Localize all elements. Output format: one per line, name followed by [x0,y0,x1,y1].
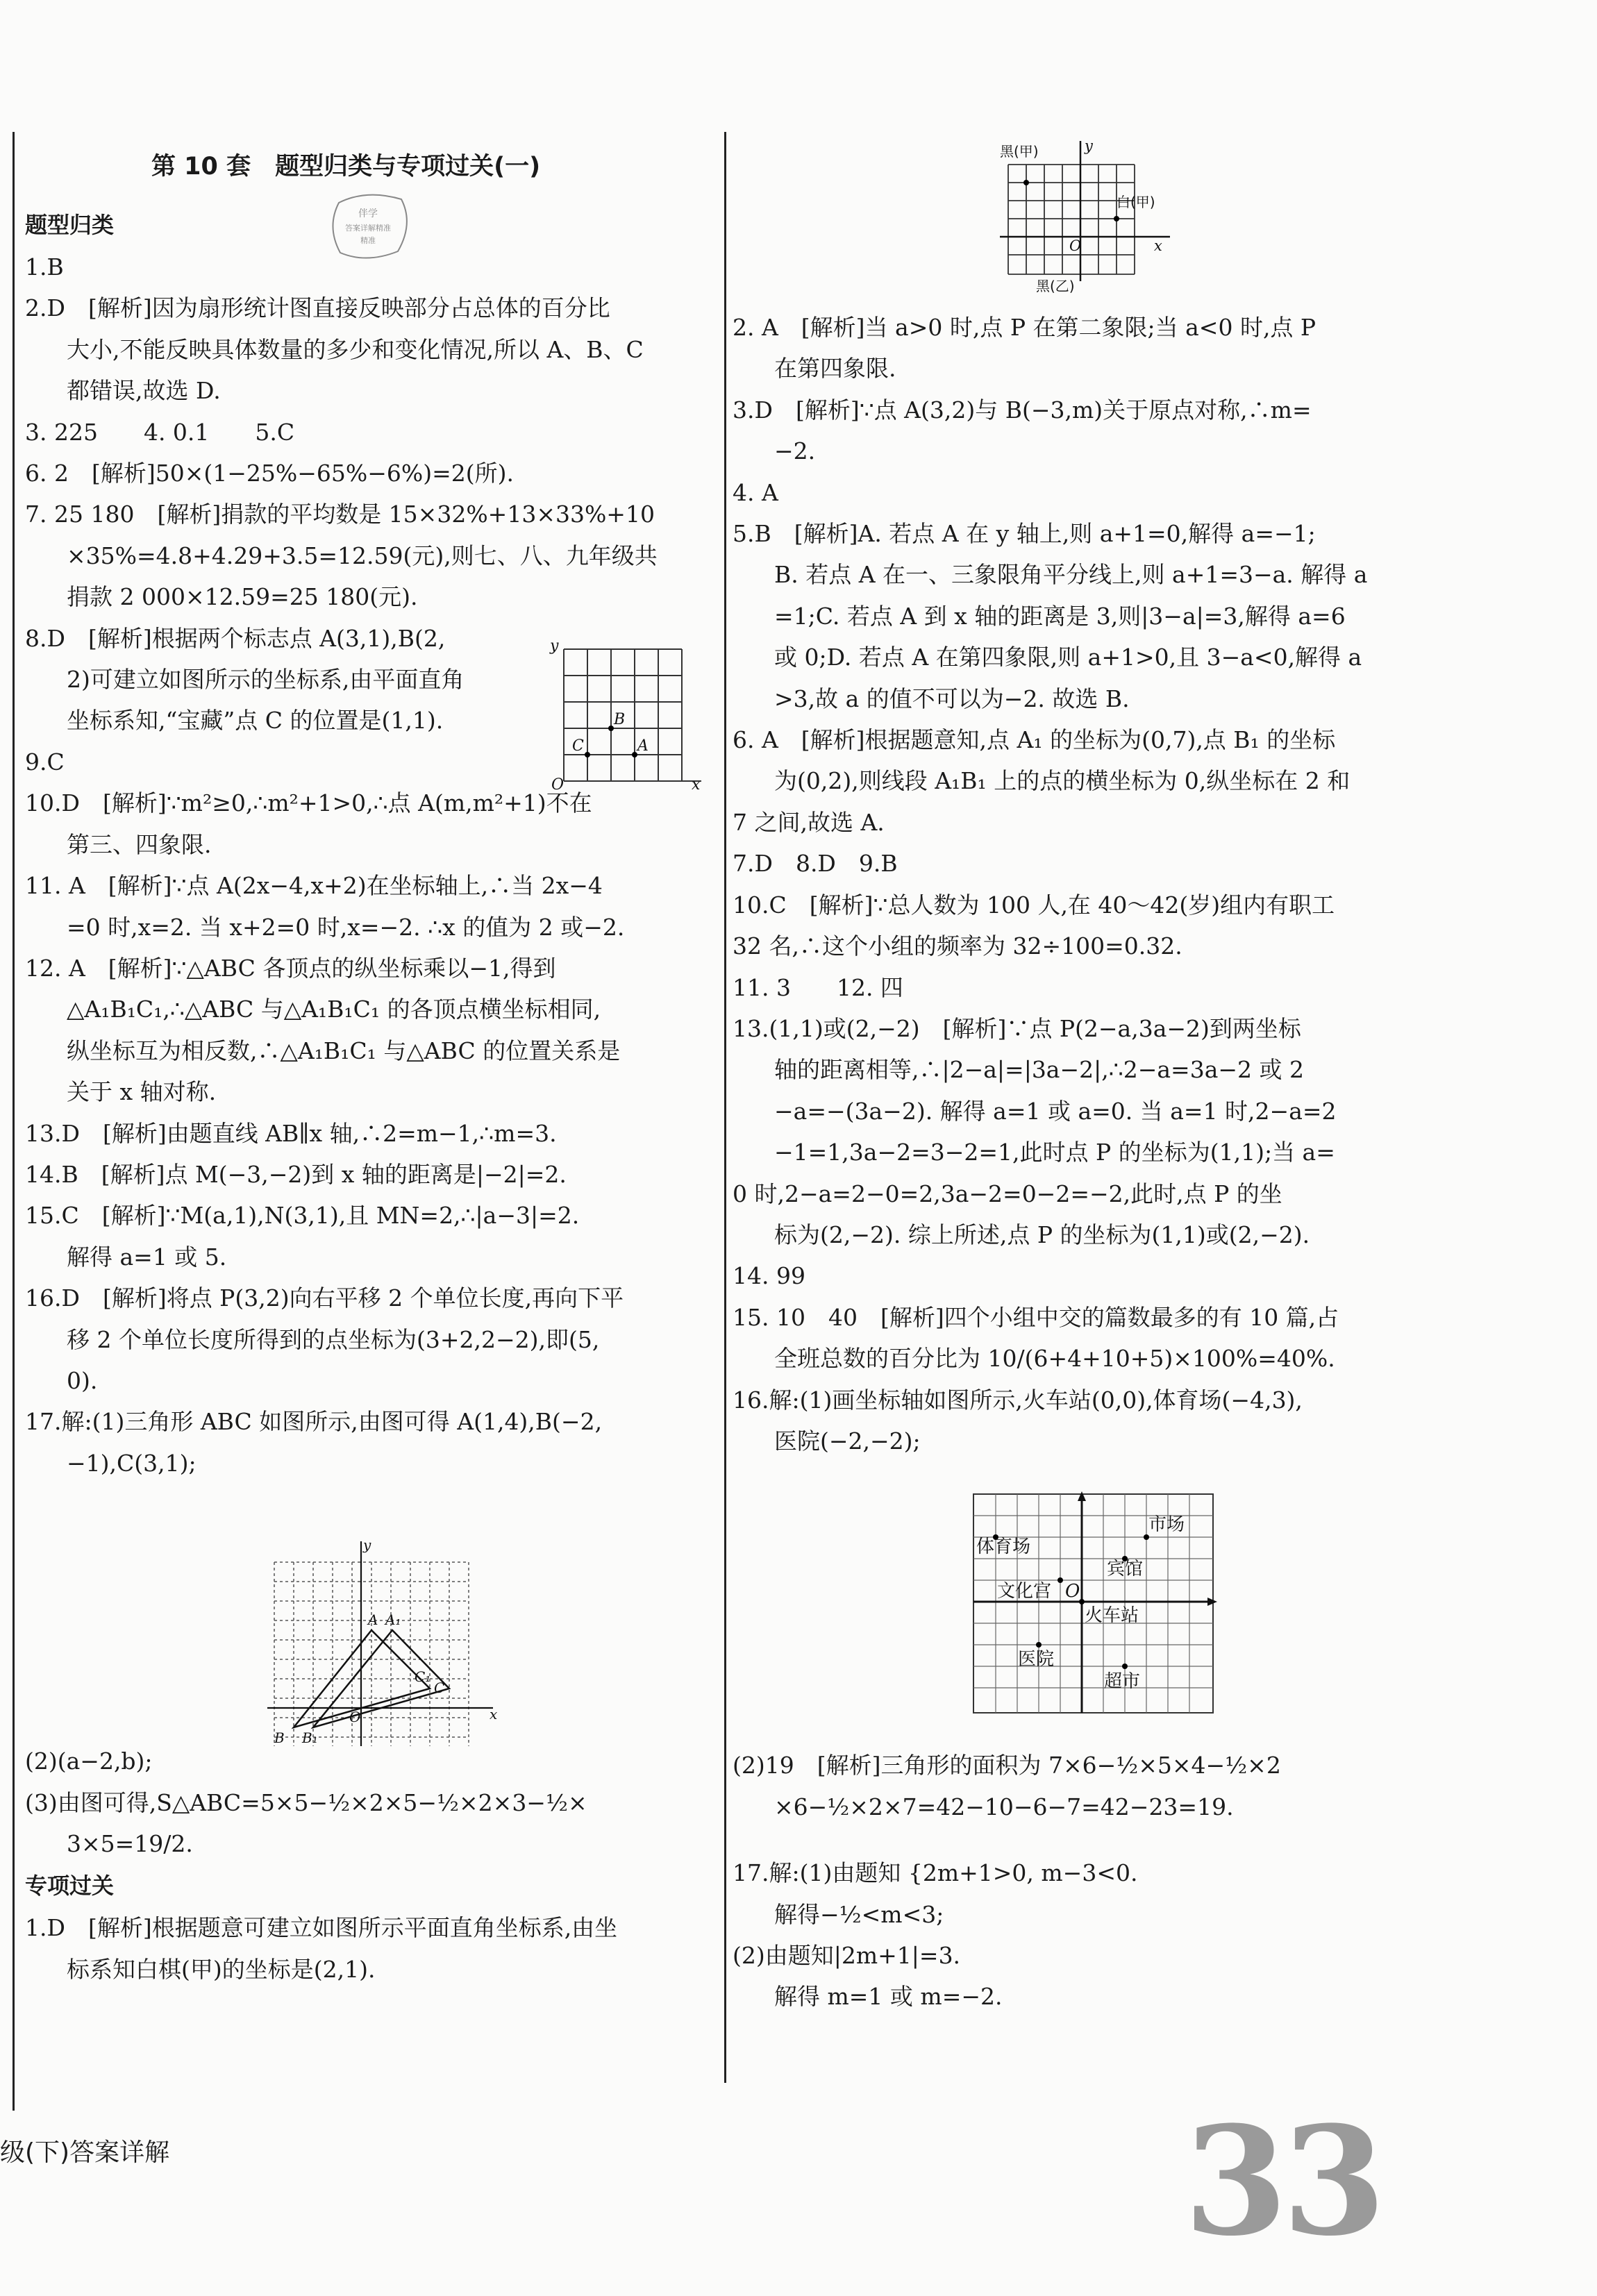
map-label: 体育场 [976,1536,1031,1557]
text-line: 3. 225 4. 0.1 5.C [25,418,295,446]
go-label: 黑(甲) [1000,143,1039,160]
text-line: 15. 10 40 [解析]四个小组中交的篇数最多的有 10 篇,占 [733,1303,1339,1331]
map-label: 超市 [1104,1671,1141,1692]
text-line: 轴的距离相等,∴|2−a|=|3a−2|,∴2−a=3a−2 或 2 [774,1056,1304,1084]
fig17-label: x [490,1706,498,1723]
text-line: 2. A [解析]当 a>0 时,点 P 在第二象限;当 a<0 时,点 P [733,314,1316,341]
text-line: 8.D [解析]根据两个标志点 A(3,1),B(2, [25,624,446,652]
map-label: 医院 [1018,1649,1055,1670]
point-culture-palace [1057,1577,1063,1583]
fig17-label: A₁ [385,1611,401,1628]
text-line: −1),C(3,1); [67,1449,197,1477]
text-line: 9.C [25,748,65,776]
text-line: 移 2 个单位长度所得到的点坐标为(3+2,2−2),即(5, [67,1325,600,1353]
text-line: =1;C. 若点 A 到 x 轴的距离是 3,则|3−a|=3,解得 a=6 [774,602,1346,630]
fig8-label: O [551,776,565,791]
map-label: O [1065,1581,1080,1602]
fig8-label: B [614,711,626,728]
text-line: 7 之间,故选 A. [733,808,885,836]
go-label: 黑(乙) [1036,278,1075,294]
text-line: 17.解:(1)由题知 {2m+1>0, m−3<0. [733,1859,1138,1887]
section-heading-types: 题型归类 [25,212,115,238]
text-line: 32 名,∴这个小组的频率为 32÷100=0.32. [733,932,1182,960]
text-line: 5.B [解析]A. 若点 A 在 y 轴上,则 a+1=0,解得 a=−1; [733,520,1316,548]
text-line: 6. 2 [解析]50×(1−25%−65%−6%)=2(所). [25,460,514,487]
go-label: x [1154,237,1162,254]
text-line: 0). [67,1366,98,1394]
text-line: 1.B [25,253,64,280]
go-label: O [1069,237,1082,254]
text-line: −1=1,3a−2=3−2=1,此时点 P 的坐标为(1,1);当 a= [774,1139,1335,1166]
text-line: 捐款 2 000×12.59=25 180(元). [67,583,418,611]
map-label: 市场 [1148,1514,1185,1535]
column-divider [724,132,726,2083]
text-line: 纵坐标互为相反数,∴△A₁B₁C₁ 与△ABC 的位置关系是 [67,1037,621,1064]
text-line: 7.D 8.D 9.B [733,850,898,878]
text-line: 10.C [解析]∵总人数为 100 人,在 40～42(岁)组内有职工 [733,891,1335,919]
figure-city-map [971,1491,1217,1717]
figure-go-board [1000,135,1180,302]
figure-q17-triangles [260,1534,510,1760]
map-label: 文化宫 [997,1581,1052,1602]
text-line: ×35%=4.8+4.29+3.5=12.59(元),则七、八、九年级共 [67,542,658,569]
text-line: 7. 25 180 [解析]捐款的平均数是 15×32%+13×33%+10 [25,501,655,528]
fig17-label: C₁ [415,1668,431,1685]
text-line: 12. A [解析]∵△ABC 各顶点的纵坐标乘以−1,得到 [25,954,556,982]
text-line: 14. 99 [733,1262,805,1290]
text-line: B. 若点 A 在一、三象限角平分线上,则 a+1=3−a. 解得 a [774,561,1368,589]
text-line: (2)由题知|2m+1|=3. [733,1942,961,1969]
fig8-label: x [692,776,701,791]
page-number: 33 [1184,2093,1381,2269]
fig8-label: A [637,737,649,755]
text-line: 全班总数的百分比为 10/(6+4+10+5)×100%=40%. [774,1345,1335,1373]
go-label: 白(甲) [1117,194,1155,210]
text-line: 解得−½<m<3; [774,1900,944,1928]
point-c [585,752,590,757]
text-line: 医院(−2,−2); [774,1427,921,1455]
fig17-label: A [368,1611,378,1628]
fig8-label: y [550,637,559,655]
fig17-label: B [274,1729,285,1746]
text-line: 3.D [解析]∵点 A(3,2)与 B(−3,m)关于原点对称,∴m= [733,396,1312,424]
text-line: 14.B [解析]点 M(−3,−2)到 x 轴的距离是|−2|=2. [25,1160,567,1188]
text-line: △A₁B₁C₁,∴△ABC 与△A₁B₁C₁ 的各顶点横坐标相同, [67,996,601,1023]
text-line: −a=−(3a−2). 解得 a=1 或 a=0. 当 a=1 时,2−a=2 [774,1097,1337,1125]
text-line: 17.解:(1)三角形 ABC 如图所示,由图可得 A(1,4),B(−2, [25,1408,603,1436]
text-line: 2.D [解析]因为扇形统计图直接反映部分占总体的百分比 [25,294,610,322]
point-market [1144,1534,1149,1540]
text-line: 标为(2,−2). 综上所述,点 P 的坐标为(1,1)或(2,−2). [774,1221,1310,1248]
text-line: 16.解:(1)画坐标轴如图所示,火车站(0,0),体育场(−4,3), [733,1386,1303,1414]
text-line: 6. A [解析]根据题意知,点 A₁ 的坐标为(0,7),点 B₁ 的坐标 [733,726,1336,754]
fig8-label: C [572,737,584,755]
text-line: 10.D [解析]∵m²≥0,∴m²+1>0,∴点 A(m,m²+1)不在 [25,789,592,817]
text-line: 为(0,2),则线段 A₁B₁ 上的点的横坐标为 0,纵坐标在 2 和 [774,767,1351,795]
white-stone-jia [1114,216,1119,221]
figure-q8-grid [549,635,715,791]
text-line: 在第四象限. [774,355,896,383]
footer-text: 级(下)答案详解 [0,2138,170,2167]
section-heading-special: 专项过关 [25,1872,115,1900]
point-supermarket [1122,1664,1128,1669]
right-column [733,132,1434,2018]
text-line: 关于 x 轴对称. [67,1078,217,1106]
text-line: 或 0;D. 若点 A 在第四象限,则 a+1>0,且 3−a<0,解得 a [774,644,1362,671]
text-line: ×6−½×2×7=42−10−6−7=42−23=19. [774,1793,1234,1820]
text-line: >3,故 a 的值不可以为−2. 故选 B. [774,685,1130,712]
left-margin-line [12,132,15,2111]
fig17-label: C [434,1679,445,1696]
fig17-label: O [349,1709,361,1725]
text-line: 4. A [733,478,778,506]
text-line: 3×5=19/2. [67,1830,193,1857]
text-line: 1.D [解析]根据题意可建立如图所示平面直角坐标系,由坐 [25,1914,618,1942]
text-line: 11. 3 12. 四 [733,973,903,1001]
point-a [632,752,637,757]
text-line: 都错误,故选 D. [67,377,221,405]
text-line: 第三、四象限. [67,830,212,858]
text-line: (3)由图可得,S△ABC=5×5−½×2×5−½×2×3−½× [25,1788,587,1816]
text-line: 2)可建立如图所示的坐标系,由平面直角 [67,666,465,694]
text-line: 大小,不能反映具体数量的多少和变化情况,所以 A、B、C [67,335,644,363]
text-line: 解得 m=1 或 m=−2. [774,1983,1003,2011]
svg-text:答案详解精准: 答案详解精准 [345,224,391,233]
fig17-label: B₁ [302,1729,318,1746]
text-line: 13.(1,1)或(2,−2) [解析]∵点 P(2−a,3a−2)到两坐标 [733,1014,1301,1042]
svg-text:精准: 精准 [360,236,376,245]
text-line: (2)19 [解析]三角形的面积为 7×6−½×5×4−½×2 [733,1752,1281,1779]
text-line: 13.D [解析]由题直线 AB∥x 轴,∴2=m−1,∴m=3. [25,1119,557,1147]
go-label: y [1085,137,1093,154]
text-line: 16.D [解析]将点 P(3,2)向右平移 2 个单位长度,再向下平 [25,1284,624,1312]
svg-text:伴学: 伴学 [358,208,378,219]
map-label: 火车站 [1085,1605,1139,1626]
text-line: 0 时,2−a=2−0=2,3a−2=0−2=−2,此时,点 P 的坐 [733,1180,1282,1207]
page-title: 第 10 套 题型归类与专项过关(一) [151,153,541,181]
text-line: (2)(a−2,b); [25,1748,153,1775]
text-line: 15.C [解析]∵M(a,1),N(3,1),且 MN=2,∴|a−3|=2. [25,1202,580,1230]
map-label: 宾馆 [1107,1559,1144,1579]
text-line: 标系知白棋(甲)的坐标是(2,1). [67,1955,376,1983]
text-line: 11. A [解析]∵点 A(2x−4,x+2)在坐标轴上,∴当 2x−4 [25,872,603,900]
text-line: 解得 a=1 或 5. [67,1243,227,1271]
text-line: −2. [774,437,816,465]
text-line: =0 时,x=2. 当 x+2=0 时,x=−2. ∴x 的值为 2 或−2. [67,913,625,941]
fig17-label: y [363,1536,371,1553]
text-line: 坐标系知,“宝藏”点 C 的位置是(1,1). [67,707,444,735]
point-b [608,726,614,731]
black-stone-jia [1023,180,1029,185]
point-hospital [1036,1642,1042,1648]
